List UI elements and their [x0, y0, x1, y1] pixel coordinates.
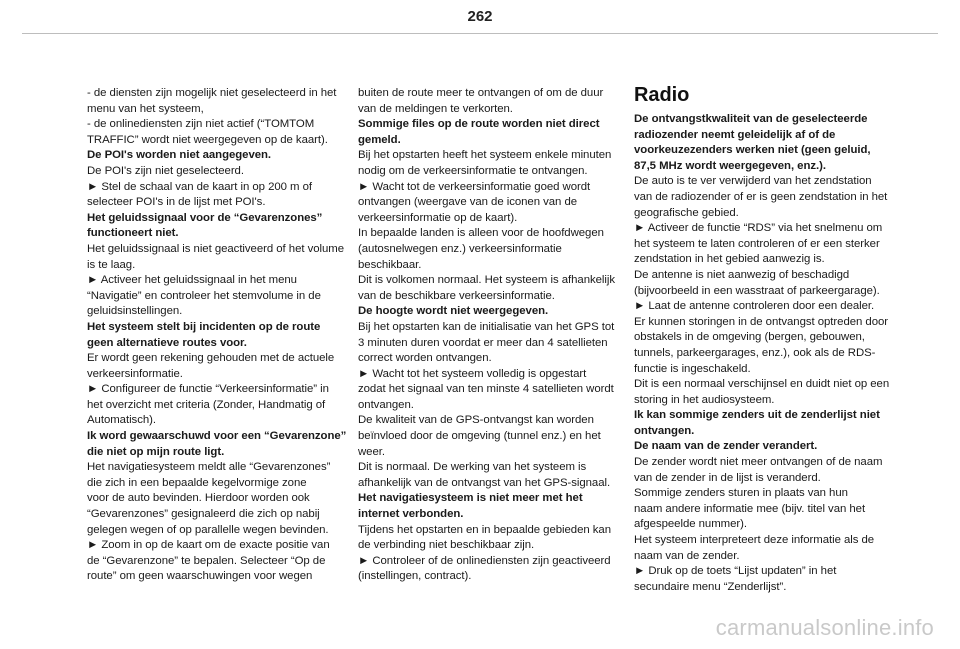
question-heading: Het geluidssignaal voor de “Gevarenzones” functioneert niet. — [87, 211, 323, 240]
question-heading: De POI's worden niet aangegeven. — [87, 149, 272, 162]
paragraph: De zender wordt niet meer ontvangen of de naam van de zender in de lijst is veranderd. Sommige zenders sturen in plaats van hun naam andere informatie mee (bijv. titel van het afgespeelde nummer). Het systeem interpreteert deze informatie als de naam van de zender. ► Druk op de toets “Lijst updaten” in het secundaire menu “Zenderlijst”. — [634, 456, 883, 593]
paragraph: De auto is te ver verwijderd van het zendstation van de radiozender of er is geen zendstation in het geografische gebied. ► Activeer de functie “RDS” via het snelmenu om het systeem te laten controleren of er een sterker zendstation in het gebied aanwezig is. De antenne is niet aanwezig of beschadigd (bijvoorbeeld in een wasstraat of parkeergarage). ► Laat de antenne controleren door een dealer. Er kunnen storingen in de ontvangst optreden door obstakels in de omgeving (bergen, gebouwen, tunnels, parkeergarages, enz.), ook als de RDS- functie is ingeschakeld. Dit is een normaal verschijnsel en duidt niet op een storing in het audiosysteem. — [634, 175, 890, 406]
question-heading: De ontvangstkwaliteit van de geselecteerde radiozender neemt geleidelijk af of de voorkeuzezenders werken niet (geen geluid, 87,5 MHz wordt weergegeven, enz.). — [634, 113, 871, 172]
page-number: 262 — [467, 8, 493, 25]
watermark: carmanualsonline.info — [715, 615, 934, 640]
text-column-3 — [634, 84, 904, 595]
text-column-2 — [358, 86, 628, 585]
paragraph: Er wordt geen rekening gehouden met de actuele verkeersinformatie. ► Configureer de functie “Verkeersinformatie” in het overzicht met criteria (Zonder, Handmatig of Automatisch). — [87, 352, 335, 427]
paragraph: Tijdens het opstarten en in bepaalde gebieden kan de verbinding niet beschikbaar zijn. ► Controleer of de onlinediensten zijn geactiveerd (instellingen, contract). — [358, 523, 611, 583]
paragraph: De POI's zijn niet geselecteerd. ► Stel de schaal van de kaart in op 200 m of selecteer POI's in de lijst met POI's. — [87, 164, 312, 209]
text-column-1 — [87, 86, 357, 585]
paragraph: Het geluidssignaal is niet geactiveerd of het volume is te laag. ► Activeer het geluidssignaal in het menu “Navigatie” en controleer het stemvolume in de geluidsinstellingen. — [87, 242, 345, 318]
question-heading: Het navigatiesysteem is niet meer met het internet verbonden. — [358, 492, 583, 521]
section-title-radio: Radio — [634, 84, 690, 106]
paragraph: buiten de route meer te ontvangen of om de duur van de meldingen te verkorten. — [358, 87, 604, 115]
paragraph: Bij het opstarten heeft het systeem enkele minuten nodig om de verkeersinformatie te ontvangen. ► Wacht tot de verkeersinformatie goed wordt ontvangen (weergave van de iconen van de verkeersinformatie op de kaart). In bepaalde landen is alleen voor de hoofdwegen (autosnelwegen enz.) verkeersinformatie beschikbaar. Dit is volkomen normaal. Het systeem is afhankelijk van de beschikbare verkeersinformatie. — [358, 149, 615, 302]
question-heading: Ik word gewaarschuwd voor een “Gevarenzone” die niet op mijn route ligt. — [87, 430, 347, 458]
paragraph: Bij het opstarten kan de initialisatie van het GPS tot 3 minuten duren voordat er meer dan 4 satellieten correct worden ontvangen. ► Wacht tot het systeem volledig is opgestart zodat het signaal van ten minste 4 satellieten wordt ontvangen. De kwaliteit van de GPS-ontvangst kan worden beïnvloed door de omgeving (tunnel enz.) en het weer. Dit is normaal. De werking van het systeem is afhankelijk van de ontvangst van het GPS-signaal. — [358, 320, 615, 489]
paragraph: Het navigatiesysteem meldt alle “Gevarenzones” die zich in een bepaalde kegelvormige zone voor de auto bevinden. Hierdoor worden ook “Gevarenzones” gesignaleerd die zich op nabij gelegen wegen of op parallelle wegen bevinden. ► Zoom in op de kaart om de exacte positie van de “Gevarenzone” te bepalen. Selecteer “Op de route” om geen waarschuwingen voor wegen — [87, 461, 331, 583]
question-heading: Sommige files op de route worden niet direct gemeld. — [358, 118, 600, 146]
question-heading: Het systeem stelt bij incidenten op de route geen alternatieve routes voor. — [87, 320, 321, 349]
paragraph: - de diensten zijn mogelijk niet geselecteerd in het menu van het systeem, - de onlinediensten zijn niet actief (“TOMTOM TRAFFIC” wordt niet weergegeven op de kaart). — [87, 87, 337, 146]
question-heading: Ik kan sommige zenders uit de zenderlijst niet ontvangen. De naam van de zender verandert. — [634, 409, 880, 453]
header-divider — [22, 33, 938, 34]
question-heading: De hoogte wordt niet weergegeven. — [358, 305, 549, 318]
